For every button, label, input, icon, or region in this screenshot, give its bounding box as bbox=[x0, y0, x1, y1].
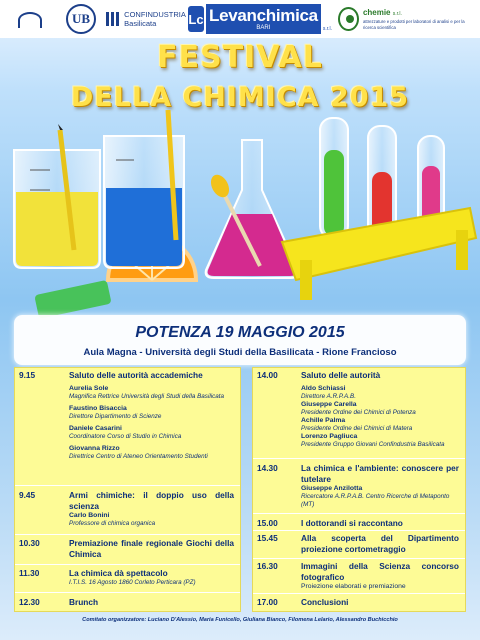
speaker-name: Daniele Casarini bbox=[69, 425, 122, 432]
levanchimica-name: Levanchimica bbox=[208, 5, 318, 25]
slot-subtitle: I.T.I.S. 16 Agosto 1860 Corleto Perticara (PZ) bbox=[69, 579, 196, 586]
event-venue: Aula Magna - Università degli Studi della Basilicata - Rione Francioso bbox=[83, 347, 397, 358]
speaker-role: Coordinatore Corso di Studio in Chimica bbox=[69, 433, 182, 440]
test-tube-rack-icon bbox=[282, 110, 476, 300]
speaker-name: Achille Palma bbox=[301, 417, 346, 424]
slot-time: 14.00 bbox=[257, 370, 278, 380]
sponsor-logo-strip bbox=[0, 0, 480, 38]
slot-time: 14.30 bbox=[257, 463, 278, 473]
slot-title: I dottorandi si raccontano bbox=[301, 518, 403, 528]
chemie-atom-icon bbox=[338, 7, 359, 31]
slot-title: Armi chimiche: il doppio uso della scienza bbox=[69, 490, 234, 511]
speaker-role: Ricercatore A.R.P.A.B. Centro Ricerche di Metaponto (MT) bbox=[301, 493, 450, 508]
festival-subtitle: DELLA CHIMICA 2015 bbox=[70, 82, 410, 113]
sci-emblem-icon bbox=[14, 10, 42, 28]
levanchimica-city: BARI bbox=[256, 24, 271, 31]
slot-time: 11.30 bbox=[19, 568, 40, 578]
slot-time: 15.00 bbox=[257, 518, 278, 528]
levanchimica-suffix: s.r.l. bbox=[322, 26, 332, 32]
speaker-role: Presidente Ordine dei Chimici di Potenza bbox=[301, 409, 416, 416]
slot-note: Proiezione elaborati e premiazione bbox=[301, 583, 406, 590]
levanchimica-mark-icon: Lc bbox=[188, 6, 204, 32]
program-afternoon bbox=[252, 367, 466, 612]
slot-time: 16.30 bbox=[257, 561, 278, 571]
speaker-role: Presidente Gruppo Giovani Confindustria Basilicata bbox=[301, 441, 445, 448]
chemie-logo bbox=[338, 3, 478, 35]
slot-title: Saluto delle autorità accademiche bbox=[69, 370, 203, 380]
slot-title: Saluto delle autorità bbox=[301, 370, 381, 380]
unibas-logo bbox=[62, 3, 100, 35]
slot-time: 10.30 bbox=[19, 538, 40, 548]
chemie-name: chemie bbox=[362, 8, 391, 18]
program-morning bbox=[14, 367, 241, 612]
unibas-seal-icon: UB bbox=[66, 4, 96, 34]
chemie-description: attrezzature e prodotti per laboratori di analisi e per la ricerca scientifica bbox=[362, 19, 465, 30]
beaker-blue-icon bbox=[104, 110, 184, 268]
slot-time: 12.30 bbox=[19, 597, 40, 607]
festival-title: FESTIVAL bbox=[157, 40, 323, 75]
slot-time: 15.45 bbox=[257, 533, 278, 543]
beaker-yellow-icon bbox=[14, 124, 100, 268]
speaker-role: Professore di chimica organica bbox=[69, 520, 156, 527]
speaker-name: Giuseppe Carella bbox=[301, 401, 357, 408]
organizing-committee: Comitato organizzatore: Luciano D'Alessio, Maria Funicello, Giuliana Bianco, Filomena Lelario, Alessandro Buchicchio bbox=[82, 617, 398, 623]
slot-time: 17.00 bbox=[257, 597, 278, 607]
slot-title: Conclusioni bbox=[301, 597, 349, 607]
chemie-suffix: s.r.l. bbox=[392, 11, 402, 18]
speaker-role: Direttore A.R.P.A.B. bbox=[301, 393, 356, 400]
green-block-icon bbox=[34, 280, 111, 319]
speaker-name: Aldo Schiassi bbox=[301, 385, 346, 392]
speaker-name: Lorenzo Pagliuca bbox=[301, 433, 358, 440]
speaker-role: Magnifica Rettrice Università degli Studi della Basilicata bbox=[69, 393, 225, 400]
speaker-name: Aurelia Sole bbox=[69, 385, 109, 392]
flask-magenta-icon bbox=[206, 140, 299, 278]
slot-title: Brunch bbox=[69, 597, 99, 607]
chemistry-illustration bbox=[0, 110, 480, 320]
slot-title: Immagini della Scienza concorso fotografico bbox=[301, 561, 459, 582]
speaker-role: Presidente Ordine dei Chimici di Matera bbox=[301, 425, 413, 432]
speaker-name: Faustino Bisaccia bbox=[69, 405, 127, 412]
speaker-name: Carlo Bonini bbox=[69, 512, 110, 519]
slot-time: 9.45 bbox=[19, 490, 36, 500]
levanchimica-logo bbox=[188, 3, 332, 35]
sci-basilicata-logo bbox=[2, 3, 54, 35]
slot-time: 9.15 bbox=[19, 370, 36, 380]
slot-title: La chimica e l'ambiente: conoscere per tutelare bbox=[301, 463, 459, 484]
slot-title: Alla scoperta del Dipartimento proiezione cortometraggio bbox=[301, 533, 459, 554]
event-city-date: POTENZA 19 MAGGIO 2015 bbox=[135, 324, 345, 341]
confindustria-name: CONFINDUSTRIA bbox=[124, 10, 186, 19]
slot-title: Premiazione finale regionale Giochi della Chimica bbox=[69, 538, 234, 559]
speaker-name: Giuseppe Anzilotta bbox=[301, 485, 363, 492]
confindustria-logo bbox=[106, 3, 186, 35]
speaker-role: Direttore Dipartimento di Scienze bbox=[69, 413, 162, 420]
confindustria-region: Basilicata bbox=[124, 19, 157, 28]
speaker-name: Giovanna Rizzo bbox=[69, 445, 120, 452]
event-info-box bbox=[14, 315, 466, 365]
speaker-role: Direttrice Centro di Ateneo Orientamento Studenti bbox=[69, 453, 208, 460]
confindustria-mark-icon bbox=[106, 12, 120, 26]
slot-title: La chimica dà spettacolo bbox=[69, 568, 168, 578]
